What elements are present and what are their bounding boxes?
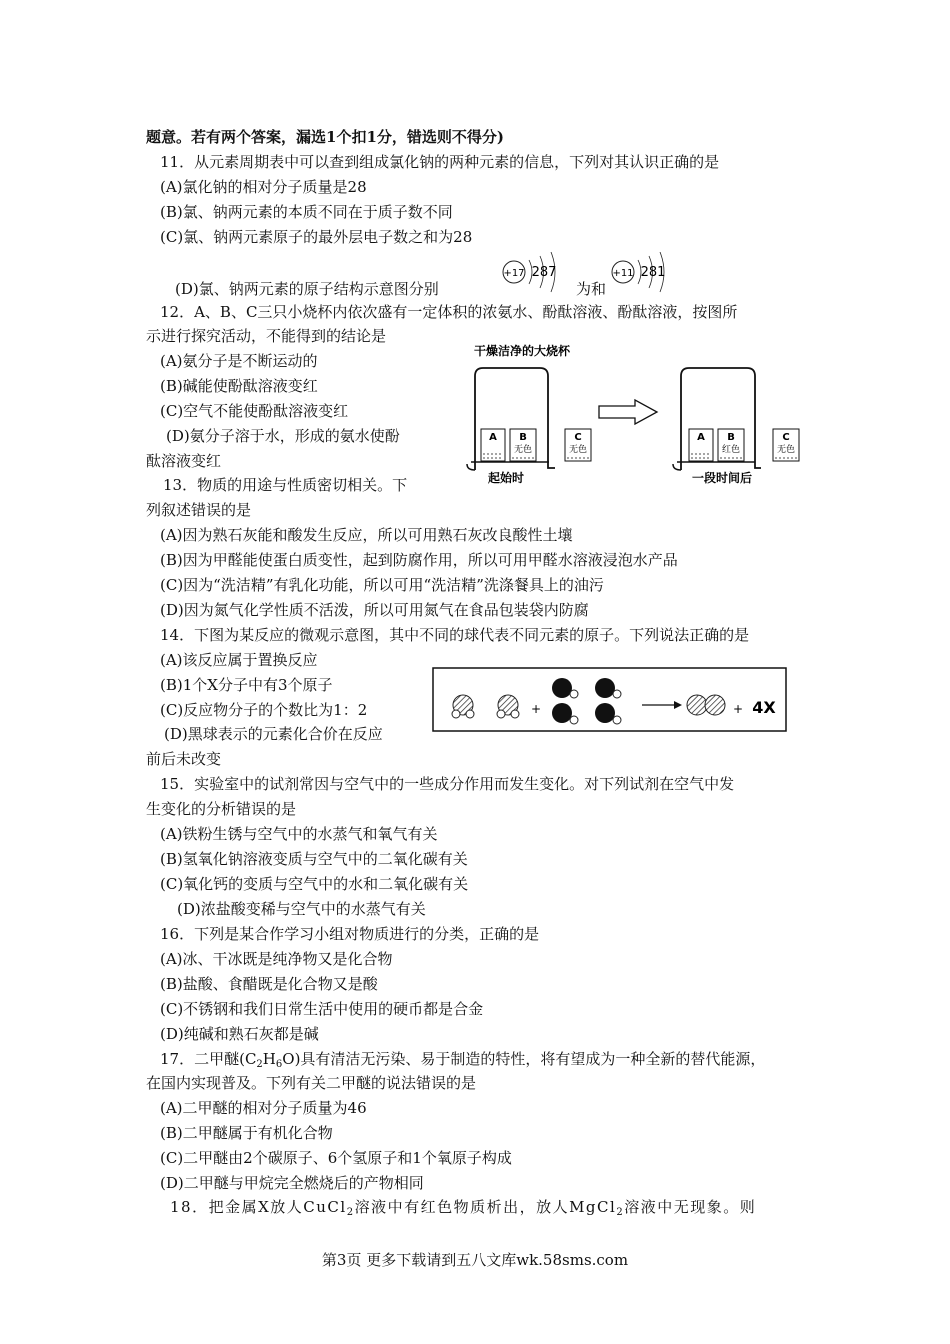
q14-option-c: (C)反应物分子的个数比为1：2 <box>160 701 368 719</box>
q13-option-b: (B)因为甲醛能使蛋白质变性，起到防腐作用，所以可用甲醛水溶液浸泡水产品 <box>160 551 678 569</box>
ammonia-experiment-figure <box>455 338 810 488</box>
q13-option-a: (A)因为熟石灰能和酸发生反应，所以可用熟石灰改良酸性土壤 <box>160 526 573 544</box>
sodium-atom-diagram <box>609 252 684 296</box>
q17-option-c: (C)二甲醚由2个碳原子、6个氢原子和1个氧原子构成 <box>160 1149 512 1167</box>
page-footer: 第3页 更多下载请到五八文库wk.58sms.com <box>321 1251 629 1269</box>
q16-stem: 16．下列是某合作学习小组对物质进行的分类，正确的是 <box>160 925 540 943</box>
q17-option-a: (A)二甲醚的相对分子质量为46 <box>160 1099 367 1117</box>
q15-stem-1: 15．实验室中的试剂常因与空气中的一些成分作用而发生变化。对下列试剂在空气中发 <box>160 775 735 793</box>
q13-option-c: (C)因为“洗洁精”有乳化功能，所以可用“洗洁精”洗涤餐具上的油污 <box>160 576 604 594</box>
q14-option-b: (B)1个X分子中有3个原子 <box>160 676 333 694</box>
section-note: 题意。若有两个答案，漏选1个扣1分，错选则不得分) <box>146 128 504 146</box>
q15-option-b: (B)氢氧化钠溶液变质与空气中的二氧化碳有关 <box>160 850 468 868</box>
q17-stem-2: 在国内实现普及。下列有关二甲醚的说法错误的是 <box>146 1074 477 1092</box>
q11-option-d: (D)氯、钠两元素的原子结构示意图分别 <box>175 280 439 298</box>
chlorine-atom-diagram <box>496 252 571 296</box>
q16-option-a: (A)冰、干冰既是纯净物又是化合物 <box>160 950 393 968</box>
beaker-a-label-after: A <box>697 432 705 443</box>
black-molecule-3 <box>552 703 578 724</box>
q14-option-d-2: 前后未改变 <box>146 750 222 768</box>
plus-sign-1: + <box>530 702 542 716</box>
q12-option-d-2: 酞溶液变红 <box>146 452 222 470</box>
beaker-c-label: C <box>574 432 582 443</box>
q12-option-d-1: (D)氨分子溶于水，形成的氨水使酚 <box>166 427 400 445</box>
reactant-molecule-2 <box>497 695 519 718</box>
q13-stem-1: 13．物质的用途与性质密切相关。下 <box>163 476 408 494</box>
q17-option-d: (D)二甲醚与甲烷完全燃烧后的产物相同 <box>160 1174 424 1192</box>
black-molecule-4 <box>595 703 621 724</box>
beaker-c-label-after: C <box>782 432 790 443</box>
q15-stem-2: 生变化的分析错误的是 <box>146 800 297 818</box>
reaction-figure <box>432 667 788 733</box>
q14-stem: 14．下图为某反应的微观示意图，其中不同的球代表不同元素的原子。下列说法正确的是 <box>160 626 750 644</box>
q14-option-a: (A)该反应属于置换反应 <box>160 651 318 669</box>
cl-nucleus-label: +17 <box>503 268 525 279</box>
beaker-a-label: A <box>489 432 497 443</box>
q11-option-b: (B)氯、钠两元素的本质不同在于质子数不同 <box>160 203 453 221</box>
product-4x: 4X <box>752 698 776 717</box>
q16-option-c: (C)不锈钢和我们日常生活中使用的硬币都是合金 <box>160 1000 484 1018</box>
black-molecule-2 <box>595 678 621 698</box>
q13-option-d: (D)因为氮气化学性质不活泼，所以可用氮气在食品包装袋内防腐 <box>160 601 589 619</box>
q11-stem: 11．从元素周期表中可以查到组成氯化钠的两种元素的信息，下列对其认识正确的是 <box>160 153 720 171</box>
q12-stem-1: 12．A、B、C三只小烧杯内依次盛有一定体积的浓氨水、酚酞溶液、酚酞溶液，按图所 <box>160 303 738 321</box>
start-label: 起始时 <box>487 471 525 485</box>
beaker-c-colorless: 无色 <box>568 445 588 455</box>
na-nucleus-label: +11 <box>612 268 634 279</box>
reactant-molecule-1 <box>452 695 474 718</box>
beaker-c-colorless-after: 无色 <box>776 445 796 455</box>
q16-option-d: (D)纯碱和熟石灰都是碱 <box>160 1025 319 1043</box>
q11-option-d-and: 为和 <box>576 280 607 298</box>
q12-option-a: (A)氨分子是不断运动的 <box>160 352 318 370</box>
q12-option-c: (C)空气不能使酚酞溶液变红 <box>160 402 349 420</box>
black-molecule-1 <box>552 678 578 698</box>
q11-option-c: (C)氯、钠两元素原子的最外层电子数之和为28 <box>160 228 473 246</box>
q15-option-d: (D)浓盐酸变稀与空气中的水蒸气有关 <box>177 900 426 918</box>
q14-option-d-1: (D)黑球表示的元素化合价在反应 <box>164 725 383 743</box>
q18-stem: 18．把金属X放人CuCl$_2$溶液中有红色物质析出，放人MgCl$_2$溶液中无现象。则 <box>170 1198 757 1218</box>
q11-option-a: (A)氯化钠的相对分子质量是28 <box>160 178 367 196</box>
reaction-arrow <box>642 701 682 709</box>
beaker-b-colorless: 无色 <box>513 445 533 455</box>
q16-option-b: (B)盐酸、食醋既是化合物又是酸 <box>160 975 378 993</box>
beaker-b-label: B <box>519 432 527 443</box>
q17-stem-1: 17．二甲醚$(C_2H_6O)$具有清洁无污染、易于制造的特性，将有望成为一种全新的替代能源， <box>160 1050 766 1070</box>
process-arrow <box>599 400 657 424</box>
cl-shell-label: 287 <box>531 265 557 280</box>
q13-stem-2: 列叙述错误的是 <box>146 501 252 519</box>
product-molecule <box>687 695 725 715</box>
q15-option-a: (A)铁粉生锈与空气中的水蒸气和氧气有关 <box>160 825 438 843</box>
beaker-b-label-after: B <box>727 432 735 443</box>
na-shell-label: 281 <box>640 265 666 280</box>
q17-option-b: (B)二甲醚属于有机化合物 <box>160 1124 333 1142</box>
plus-sign-2: + <box>732 702 744 716</box>
after-label: 一段时间后 <box>691 471 753 485</box>
q12-option-b: (B)碱能使酚酞溶液变红 <box>160 377 318 395</box>
q12-stem-2: 示进行探究活动，不能得到的结论是 <box>146 327 387 345</box>
big-beaker-label: 干燥洁净的大烧杯 <box>473 344 571 358</box>
beaker-b-red: 红色 <box>721 445 741 455</box>
q15-option-c: (C)氧化钙的变质与空气中的水和二氧化碳有关 <box>160 875 469 893</box>
